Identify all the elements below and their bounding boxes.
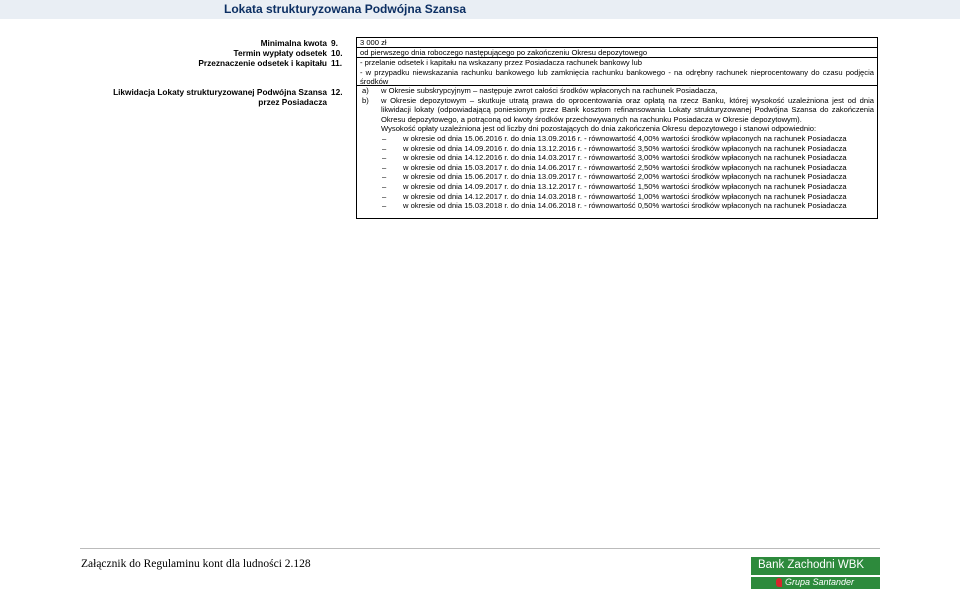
fee-dash: – bbox=[382, 181, 387, 191]
fee-item bbox=[360, 163, 874, 173]
item-b bbox=[360, 96, 874, 125]
fee-text: w okresie od dnia 15.06.2016 r. do dnia 13.09.2016 r. - równowartość 4,00% wartości środków wpłaconych na rachunek Posiadacza bbox=[403, 133, 847, 143]
fee-dash: – bbox=[382, 201, 387, 211]
fee-item bbox=[360, 134, 874, 144]
fee-item bbox=[360, 144, 874, 154]
item-a-text: w Okresie subskrypcyjnym – następuje zwrot całości środków wpłaconych na rachunek Posiadacza, bbox=[381, 86, 718, 95]
fee-dash: – bbox=[382, 133, 387, 143]
fee-text: w okresie od dnia 15.03.2017 r. do dnia 14.06.2017 r. - równowartość 2,50% wartości środków wpłaconych na rachunek Posiadacza bbox=[403, 162, 847, 172]
item-b-text: w Okresie depozytowym – skutkuje utratą prawa do oprocentowania oraz opłatą na rzecz Banku, której wysokość uzależniona jest od dnia likwidacji lokaty (odpowiadającą poniesionym przez Bank kosztom refinansowania Lokaty strukturyzowanej Podwójna Szansa do zakończenia Okresu depozytowego, a potrąconą od kwoty środków przechowywanych na rachunku Posiadacza w Okresie depozytowym). bbox=[381, 95, 874, 124]
label-liquidation-line-1: Likwidacja Lokaty strukturyzowanej Podwójna Szansa bbox=[113, 87, 327, 97]
santander-flame-icon bbox=[776, 578, 782, 587]
fee-item bbox=[360, 172, 874, 182]
fee-dash: – bbox=[382, 153, 387, 163]
footer-text: Załącznik do Regulaminu kont dla ludności 2.128 bbox=[81, 558, 311, 570]
value-liquidation bbox=[356, 85, 878, 219]
footer-rule bbox=[80, 548, 880, 549]
value-destination bbox=[356, 57, 878, 86]
item-a bbox=[360, 86, 874, 96]
fee-intro: Wysokość opłaty uzależniona jest od liczby dni pozostających do dnia zakończenia Okresu depozytowego i stanowi odpowiednio: bbox=[381, 124, 817, 134]
document-title: Lokata strukturyzowana Podwójna Szansa bbox=[224, 2, 467, 16]
value-text: 3 000 zł bbox=[360, 38, 387, 47]
fee-dash: – bbox=[382, 172, 387, 182]
fee-dash: – bbox=[382, 143, 387, 153]
label-minimum-amount: Minimalna kwota bbox=[260, 38, 327, 48]
row-number-10: 10. bbox=[331, 48, 343, 58]
fee-text: w okresie od dnia 14.09.2017 r. do dnia 13.12.2017 r. - równowartość 1,50% wartości środków wpłaconych na rachunek Posiadacza bbox=[403, 181, 847, 191]
fee-text: w okresie od dnia 14.09.2016 r. do dnia 13.12.2016 r. - równowartość 3,50% wartości środków wpłaconych na rachunek Posiadacza bbox=[403, 143, 847, 153]
fee-text: w okresie od dnia 14.12.2017 r. do dnia 14.03.2018 r. - równowartość 1,00% wartości środków wpłaconych na rachunek Posiadacza bbox=[403, 191, 847, 201]
label-interest-payout-date: Termin wypłaty odsetek bbox=[233, 48, 327, 58]
label-liquidation-line-2: przez Posiadacza bbox=[258, 97, 327, 107]
bank-logo bbox=[751, 557, 880, 589]
fee-dash: – bbox=[382, 191, 387, 201]
row-number-9: 9. bbox=[331, 38, 338, 48]
logo-bank-name: Bank Zachodni WBK bbox=[758, 559, 865, 571]
fee-item bbox=[360, 192, 874, 202]
fee-text: w okresie od dnia 14.12.2016 r. do dnia 14.03.2017 r. - równowartość 3,00% wartości środków wpłaconych na rachunek Posiadacza bbox=[403, 153, 847, 163]
label-destination: Przeznaczenie odsetek i kapitału bbox=[198, 58, 327, 68]
logo-group-name: Grupa Santander bbox=[785, 577, 855, 587]
header-band bbox=[0, 0, 960, 19]
fee-list bbox=[360, 134, 874, 211]
destination-line-1: - przelanie odsetek i kapitału na wskazany przez Posiadacza rachunek bankowy lub bbox=[360, 58, 642, 67]
fee-item bbox=[360, 201, 874, 211]
fee-text: w okresie od dnia 15.06.2017 r. do dnia 13.09.2017 r. - równowartość 2,00% wartości środków wpłaconych na rachunek Posiadacza bbox=[403, 172, 847, 182]
fee-text: w okresie od dnia 15.03.2018 r. do dnia 14.06.2018 r. - równowartość 0,50% wartości środków wpłaconych na rachunek Posiadacza bbox=[403, 201, 847, 211]
row-number-12: 12. bbox=[331, 87, 343, 97]
row-number-11: 11. bbox=[331, 58, 343, 68]
fee-item bbox=[360, 153, 874, 163]
destination-line-2: - w przypadku niewskazania rachunku bankowego lub zamknięcia rachunku bankowego - na odrębny rachunek nieprocentowany do czasu podjęcia środków bbox=[360, 67, 874, 87]
label-liquidation bbox=[113, 87, 327, 107]
value-text: od pierwszego dnia roboczego następującego po zakończeniu Okresu depozytowego bbox=[360, 48, 648, 57]
fee-item bbox=[360, 182, 874, 192]
item-b-label: b) bbox=[362, 95, 369, 105]
item-a-label: a) bbox=[362, 86, 369, 95]
fee-dash: – bbox=[382, 162, 387, 172]
